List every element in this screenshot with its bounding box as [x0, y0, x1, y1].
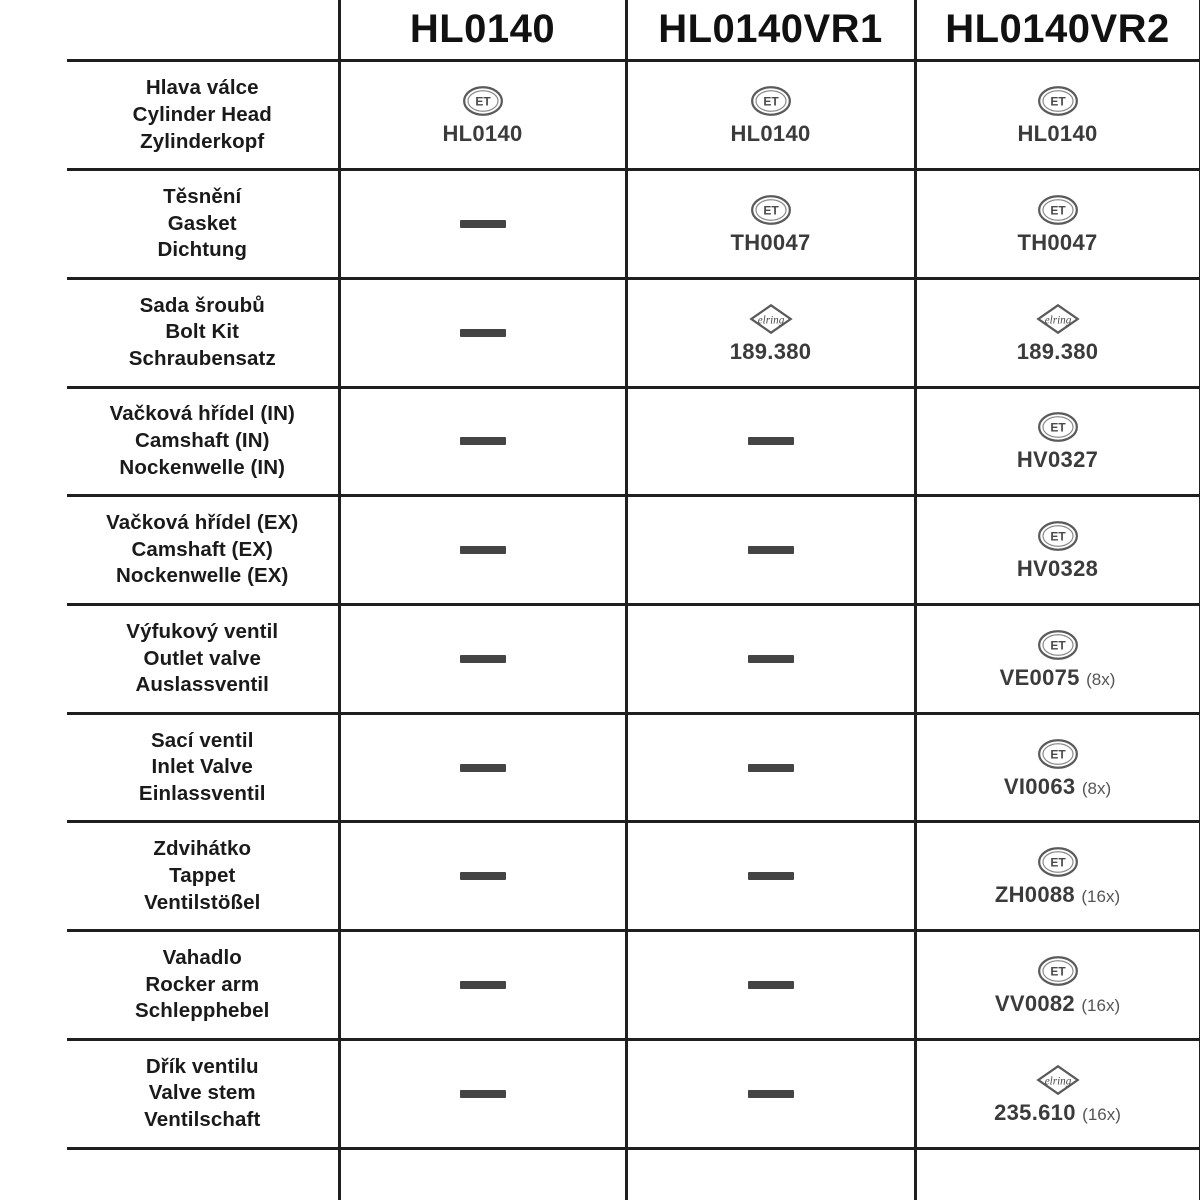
- part-entry: [917, 83, 1199, 147]
- cell-hl0140vr1-2: [626, 278, 915, 387]
- part-number-wrap: [442, 121, 522, 147]
- row-label-de: Dichtung: [157, 238, 248, 262]
- part-number: 235.610: [994, 1099, 1076, 1125]
- cell-hl0140vr1-7: [626, 822, 915, 931]
- footer-cell-hl0140: [339, 1148, 626, 1200]
- part-entry: [628, 301, 914, 365]
- row-label-cs: Výfukový ventil: [126, 619, 279, 643]
- row-left-gutter: [0, 713, 67, 822]
- not-applicable-dash: [460, 546, 506, 554]
- part-entry: [917, 518, 1199, 582]
- svg-text:ET: ET: [1049, 421, 1066, 436]
- cell-hl0140-8: [339, 931, 626, 1040]
- row-label-cs: Sada šroubů: [139, 293, 265, 317]
- part-entry: [917, 192, 1199, 256]
- row-label-de: Einlassventil: [138, 781, 266, 805]
- part-number-wrap: [1017, 230, 1097, 256]
- row-label-en: Camshaft (IN): [134, 429, 270, 453]
- row-left-gutter: [0, 278, 67, 387]
- row-label-de: Zylinderkopf: [140, 129, 265, 153]
- cell-hl0140-0: [339, 61, 626, 170]
- et-brand-icon: [1032, 192, 1084, 228]
- et-brand-icon: [457, 83, 509, 119]
- part-number: HL0140: [1017, 121, 1098, 147]
- cell-hl0140vr2-4: [915, 496, 1200, 605]
- quantity-note: (8x): [1086, 669, 1116, 689]
- svg-text:ET: ET: [1049, 529, 1066, 544]
- cell-hl0140vr2-3: [915, 387, 1200, 496]
- row-left-gutter: [0, 61, 67, 170]
- row-label-0: [67, 61, 339, 170]
- et-brand-icon: [1032, 409, 1084, 445]
- not-applicable-dash: [460, 1090, 506, 1098]
- row-label-3: [67, 387, 339, 496]
- svg-text:elring: elring: [757, 313, 784, 326]
- row-label-cs: Vačková hřídel (IN): [109, 402, 295, 426]
- part-number-wrap: [1017, 339, 1099, 365]
- table-row: [0, 604, 1200, 713]
- not-applicable-dash: [460, 329, 506, 337]
- row-label-en: Cylinder Head: [132, 102, 272, 126]
- svg-text:ET: ET: [1049, 855, 1066, 870]
- cell-hl0140vr2-7: [915, 822, 1200, 931]
- table-row: [0, 387, 1200, 496]
- part-number: HV0327: [1016, 447, 1099, 473]
- part-entry: [628, 83, 914, 147]
- quantity-note: (16x): [1081, 887, 1121, 907]
- header-label-cell: [67, 0, 339, 61]
- part-number-wrap: [730, 230, 810, 256]
- cell-hl0140vr2-9: [915, 1039, 1200, 1148]
- svg-text:ET: ET: [762, 203, 779, 218]
- svg-text:ET: ET: [1049, 638, 1066, 653]
- not-applicable-dash: [460, 220, 506, 228]
- quantity-note: (16x): [1082, 1104, 1121, 1124]
- svg-text:ET: ET: [474, 95, 491, 110]
- row-label-de: Nockenwelle (IN): [119, 455, 286, 479]
- cell-hl0140vr1-1: [626, 170, 915, 279]
- row-label-en: Valve stem: [148, 1081, 256, 1105]
- not-applicable-dash: [460, 655, 506, 663]
- svg-text:ET: ET: [1049, 203, 1066, 218]
- table-row: [0, 61, 1200, 170]
- row-left-gutter: [0, 170, 67, 279]
- row-label-en: Bolt Kit: [165, 320, 240, 344]
- row-label-cs: Vahadlo: [162, 945, 242, 969]
- et-brand-icon: [1032, 627, 1084, 663]
- cell-hl0140-6: [339, 713, 626, 822]
- footer-left-gutter: [0, 1148, 67, 1200]
- part-number-wrap: [1017, 121, 1097, 147]
- svg-text:elring: elring: [1044, 313, 1071, 326]
- table-row: [0, 713, 1200, 822]
- not-applicable-dash: [748, 981, 794, 989]
- part-number: HL0140: [730, 121, 811, 147]
- cell-hl0140vr2-6: [915, 713, 1200, 822]
- part-number-wrap: [1017, 556, 1098, 582]
- row-label-2: [67, 278, 339, 387]
- table-row: [0, 931, 1200, 1040]
- table-header-row: [0, 0, 1200, 61]
- column-header-hl0140: HL0140: [339, 0, 626, 61]
- row-label-en: Inlet Valve: [151, 755, 253, 779]
- cell-hl0140vr1-0: [626, 61, 915, 170]
- svg-text:elring: elring: [1044, 1074, 1071, 1087]
- table-footer-row: [0, 1148, 1200, 1200]
- not-applicable-dash: [748, 437, 794, 445]
- part-number: 189.380: [729, 338, 812, 364]
- row-label-cs: Zdvihátko: [153, 837, 252, 861]
- not-applicable-dash: [748, 655, 794, 663]
- et-brand-icon: [1032, 953, 1084, 989]
- cell-hl0140-2: [339, 278, 626, 387]
- part-number: VE0075: [999, 664, 1080, 690]
- et-brand-icon: [1032, 518, 1084, 554]
- part-entry: [917, 953, 1199, 1017]
- svg-text:ET: ET: [1049, 747, 1066, 762]
- not-applicable-dash: [748, 1090, 794, 1098]
- row-label-en: Outlet valve: [143, 646, 261, 670]
- row-label-en: Tappet: [169, 863, 236, 887]
- table-row: [0, 278, 1200, 387]
- part-number: HL0140: [442, 121, 523, 147]
- part-number-wrap: [1017, 447, 1098, 473]
- part-entry: [341, 83, 625, 147]
- row-left-gutter: [0, 387, 67, 496]
- et-brand-icon: [1032, 83, 1084, 119]
- row-label-9: [67, 1039, 339, 1148]
- cell-hl0140-5: [339, 604, 626, 713]
- row-label-5: [67, 604, 339, 713]
- part-number: ZH0088: [994, 882, 1075, 908]
- svg-text:ET: ET: [1049, 964, 1066, 979]
- cell-hl0140-4: [339, 496, 626, 605]
- row-label-cs: Sací ventil: [150, 728, 254, 752]
- not-applicable-dash: [460, 437, 506, 445]
- part-number: VI0063: [1003, 773, 1076, 799]
- table-row: [0, 170, 1200, 279]
- part-number-wrap: [995, 882, 1120, 908]
- row-left-gutter: [0, 1039, 67, 1148]
- cell-hl0140vr1-9: [626, 1039, 915, 1148]
- svg-text:ET: ET: [762, 95, 779, 110]
- et-brand-icon: [745, 192, 797, 228]
- not-applicable-dash: [748, 872, 794, 880]
- cell-hl0140-9: [339, 1039, 626, 1148]
- elring-brand-icon: [1032, 1062, 1084, 1098]
- cell-hl0140-1: [339, 170, 626, 279]
- row-label-en: Camshaft (EX): [131, 537, 273, 561]
- elring-brand-icon: [745, 301, 797, 337]
- row-left-gutter: [0, 604, 67, 713]
- cell-hl0140vr2-0: [915, 61, 1200, 170]
- footer-cell-hl0140vr1: [626, 1148, 915, 1200]
- part-number-wrap: [1000, 665, 1116, 691]
- row-label-cs: Hlava válce: [145, 76, 259, 100]
- quantity-note: (8x): [1081, 778, 1112, 798]
- row-label-7: [67, 822, 339, 931]
- table-row: [0, 822, 1200, 931]
- part-entry: [917, 409, 1199, 473]
- row-label-de: Auslassventil: [135, 673, 269, 697]
- row-label-en: Gasket: [167, 211, 237, 235]
- row-label-en: Rocker arm: [145, 972, 260, 996]
- cell-hl0140vr1-3: [626, 387, 915, 496]
- part-entry: [917, 627, 1199, 691]
- column-header-hl0140vr2: HL0140VR2: [915, 0, 1200, 61]
- cell-hl0140vr2-2: [915, 278, 1200, 387]
- part-number-wrap: [730, 339, 812, 365]
- part-entry: [917, 301, 1199, 365]
- not-applicable-dash: [460, 764, 506, 772]
- table-row: [0, 496, 1200, 605]
- row-label-cs: Vačková hřídel (EX): [106, 511, 299, 535]
- cell-hl0140vr1-5: [626, 604, 915, 713]
- part-entry: [917, 844, 1199, 908]
- not-applicable-dash: [460, 981, 506, 989]
- left-gutter: [0, 0, 67, 61]
- part-entry: [628, 192, 914, 256]
- row-label-cs: Těsnění: [163, 185, 242, 209]
- cell-hl0140vr2-8: [915, 931, 1200, 1040]
- et-brand-icon: [1032, 844, 1084, 880]
- not-applicable-dash: [748, 764, 794, 772]
- row-left-gutter: [0, 496, 67, 605]
- column-header-hl0140vr1: HL0140VR1: [626, 0, 915, 61]
- part-number: HV0328: [1016, 556, 1099, 582]
- row-label-6: [67, 713, 339, 822]
- row-label-de: Schlepphebel: [135, 999, 270, 1023]
- cell-hl0140-3: [339, 387, 626, 496]
- table-row: [0, 1039, 1200, 1148]
- cell-hl0140vr1-4: [626, 496, 915, 605]
- row-left-gutter: [0, 931, 67, 1040]
- elring-brand-icon: [1032, 301, 1084, 337]
- row-label-de: Schraubensatz: [128, 347, 276, 371]
- part-number: TH0047: [730, 230, 811, 255]
- row-label-1: [67, 170, 339, 279]
- cell-hl0140vr2-1: [915, 170, 1200, 279]
- part-number-wrap: [1004, 774, 1111, 800]
- et-brand-icon: [745, 83, 797, 119]
- row-label-de: Ventilstößel: [144, 890, 261, 914]
- part-number-wrap: [730, 121, 810, 147]
- cell-hl0140-7: [339, 822, 626, 931]
- cell-hl0140vr2-5: [915, 604, 1200, 713]
- part-number: VV0082: [994, 990, 1075, 1016]
- cell-hl0140vr1-8: [626, 931, 915, 1040]
- row-label-de: Ventilschaft: [144, 1107, 261, 1131]
- row-label-cs: Dřík ventilu: [145, 1054, 259, 1078]
- not-applicable-dash: [460, 872, 506, 880]
- footer-cell-hl0140vr2: [915, 1148, 1200, 1200]
- part-number: 189.380: [1016, 338, 1099, 364]
- cell-hl0140vr1-6: [626, 713, 915, 822]
- et-brand-icon: [1032, 736, 1084, 772]
- part-number: TH0047: [1017, 230, 1098, 255]
- part-entry: [917, 736, 1199, 800]
- not-applicable-dash: [748, 546, 794, 554]
- row-label-de: Nockenwelle (EX): [116, 564, 289, 588]
- part-entry: [917, 1062, 1199, 1126]
- row-label-4: [67, 496, 339, 605]
- quantity-note: (16x): [1081, 995, 1121, 1015]
- part-number-wrap: [994, 1100, 1121, 1126]
- svg-text:ET: ET: [1049, 95, 1066, 110]
- row-left-gutter: [0, 822, 67, 931]
- part-number-wrap: [995, 991, 1120, 1017]
- row-label-8: [67, 931, 339, 1040]
- footer-label-cell: [67, 1148, 339, 1200]
